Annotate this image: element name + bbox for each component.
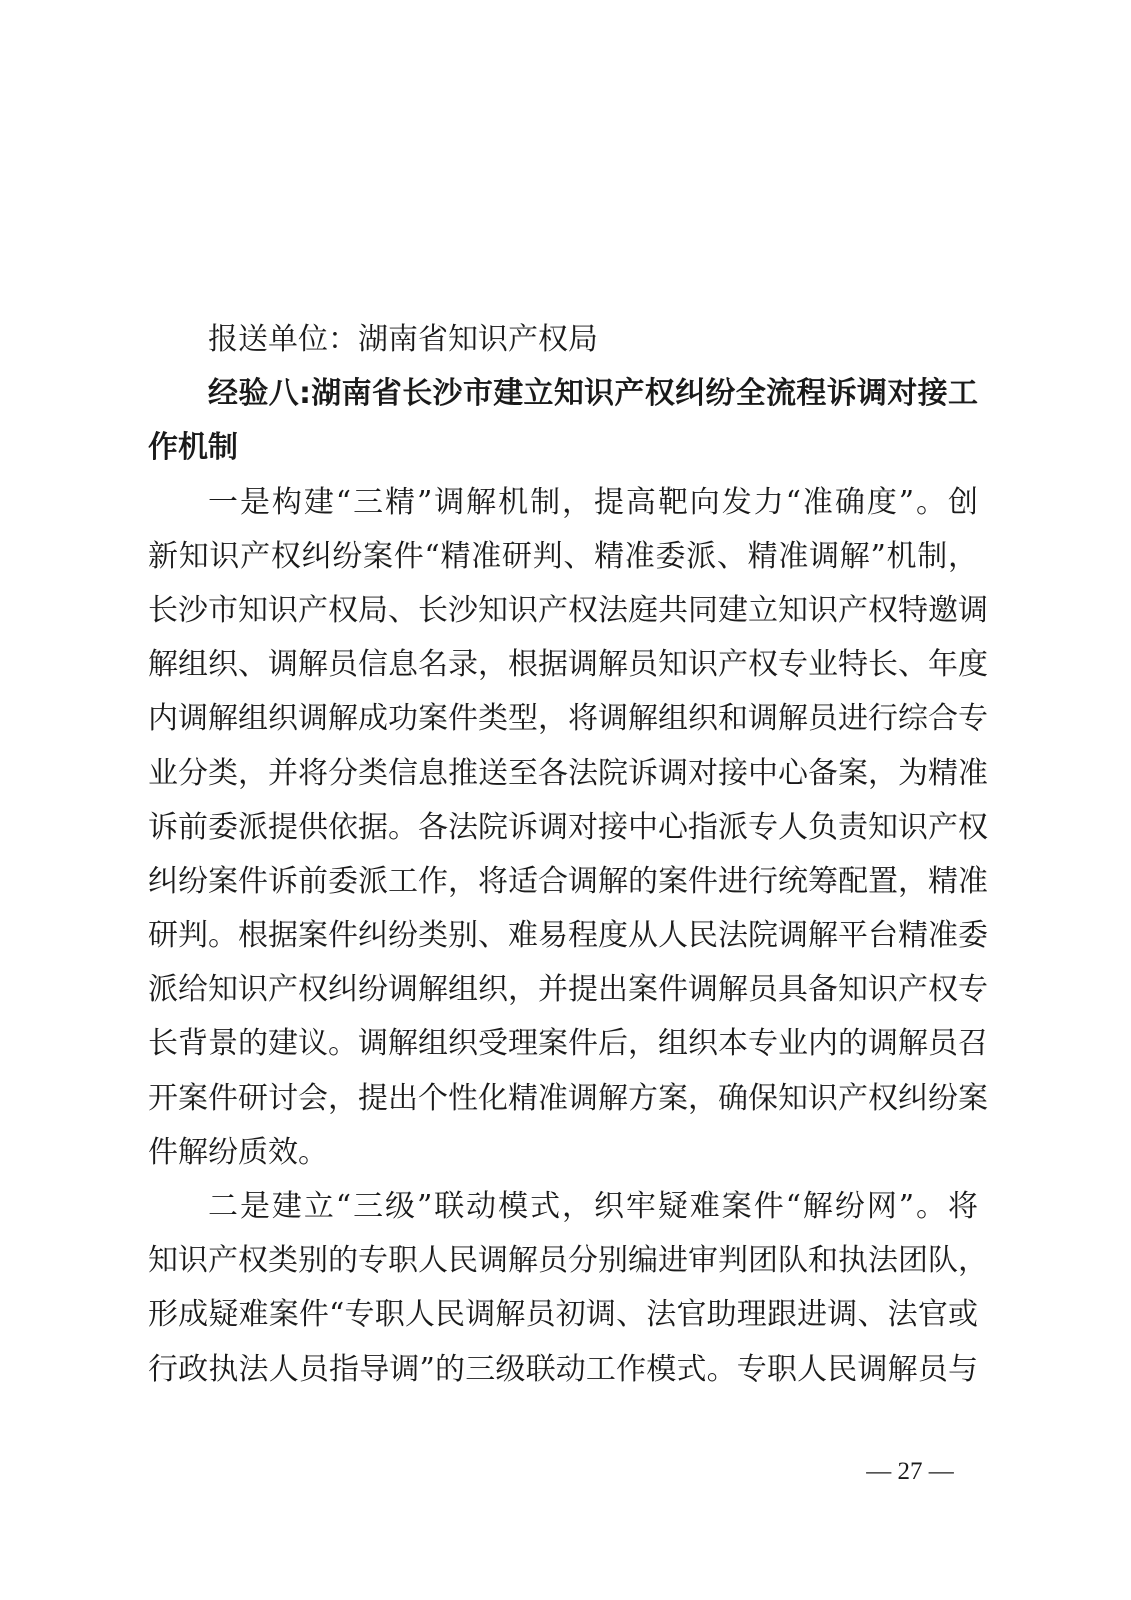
paragraph-2-line: 形成疑难案件“专职人民调解员初调、法官助理跟进调、法官或 — [148, 1297, 978, 1333]
paragraph-1-line: 研判。根据案件纠纷类别、难易程度从人民法院调解平台精准委 — [148, 918, 988, 954]
paragraph-1-line: 解组织、调解员信息名录，根据调解员知识产权专业特长、年度 — [148, 647, 988, 683]
paragraph-1-line: 派给知识产权纠纷调解组织，并提出案件调解员具备知识产权专 — [148, 972, 988, 1008]
paragraph-1-line: 长背景的建议。调解组织受理案件后，组织本专业内的调解员召 — [148, 1026, 988, 1062]
paragraph-1-line: 长沙市知识产权局、长沙知识产权法庭共同建立知识产权特邀调 — [148, 592, 988, 628]
paragraph-1-line: 业分类，并将分类信息推送至各法院诉调对接中心备案，为精准 — [148, 755, 988, 791]
paragraph-1-line: 件解纷质效。 — [148, 1134, 328, 1170]
page-number: — 27 — — [866, 1458, 954, 1485]
paragraph-1-line: 新知识产权纠纷案件“精准研判、精准委派、精准调解”机制， — [148, 538, 978, 574]
paragraph-1-line: 诉前委派提供依据。各法院诉调对接中心指派专人负责知识产权 — [148, 809, 988, 845]
section-heading-line-1: 经验八:湖南省长沙市建立知识产权纠纷全流程诉调对接工 — [208, 376, 978, 412]
paragraph-1-line: 内调解组织调解成功案件类型，将调解组织和调解员进行综合专 — [148, 701, 988, 737]
paragraph-2-line: 行政执法人员指导调”的三级联动工作模式。专职人民调解员与 — [148, 1351, 978, 1387]
paragraph-2-line: 二是建立“三级”联动模式，织牢疑难案件“解纷网”。将 — [208, 1189, 978, 1224]
paragraph-1-line: 一是构建“三精”调解机制，提高靶向发力“准确度”。创 — [208, 484, 978, 520]
submitter-line: 报送单位：湖南省知识产权局 — [208, 322, 598, 357]
paragraph-2-line: 知识产权类别的专职人民调解员分别编进审判团队和执法团队， — [148, 1243, 988, 1279]
section-heading-line-2: 作机制 — [148, 430, 238, 466]
paragraph-1-line: 纠纷案件诉前委派工作，将适合调解的案件进行统筹配置，精准 — [148, 863, 988, 899]
paragraph-1-line: 开案件研讨会，提出个性化精准调解方案，确保知识产权纠纷案 — [148, 1080, 988, 1116]
document-body — [148, 313, 988, 1397]
